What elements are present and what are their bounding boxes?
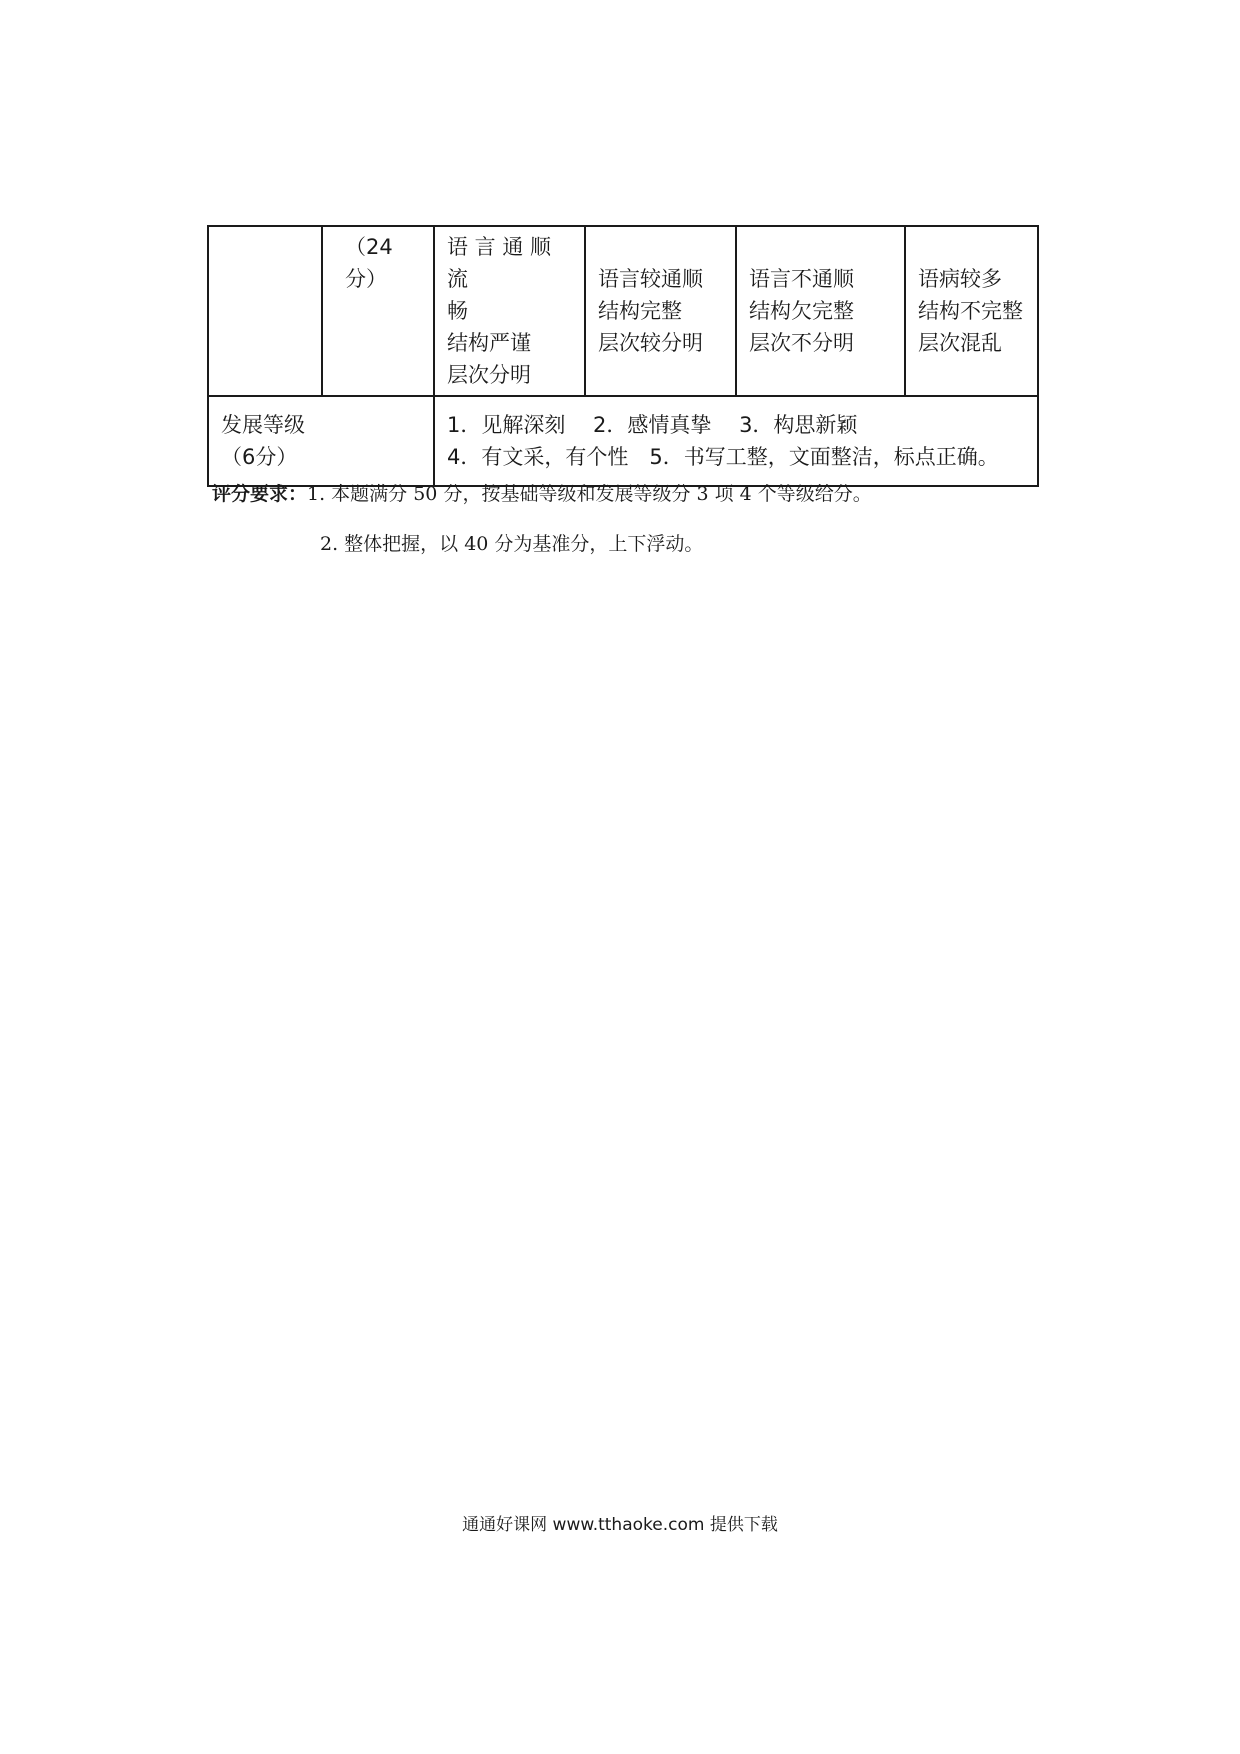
table-cell-grade-4 (905, 226, 1038, 396)
development-grade-criteria (434, 396, 1038, 486)
cell-line: 结构完整 (598, 299, 682, 323)
development-grade-label (208, 396, 434, 486)
cell-line: 层次不分明 (749, 331, 854, 355)
cell-line: 层次较分明 (598, 331, 703, 355)
requirements-label: 评分要求： (212, 483, 308, 505)
requirement-item-2: 2. 整体把握，以 40 分为基准分，上下浮动。 (320, 533, 704, 555)
cell-line: 层次混乱 (918, 331, 1002, 355)
cell-line: 结构欠完整 (749, 299, 854, 323)
cell-line: 语言较通顺 (598, 267, 703, 291)
requirement-item-1: 1. 本题满分 50 分，按基础等级和发展等级分 3 项 4 个等级给分。 (307, 483, 872, 505)
table-row (208, 226, 1038, 396)
cell-line: 畅 (447, 299, 468, 323)
footer-download-note: 通通好课网 www.tthaoke.com 提供下载 (462, 1515, 778, 1535)
table-cell-empty (208, 226, 322, 396)
cell-line: （6分） (221, 445, 298, 469)
cell-line: 结构严谨 (447, 331, 531, 355)
grading-rubric-table (207, 225, 1039, 487)
criteria-line: 4．有文采，有个性 5．书写工整，文面整洁，标点正确。 (447, 445, 999, 469)
cell-line: 语病较多 (918, 267, 1002, 291)
cell-line: 层次分明 (447, 363, 531, 387)
scoring-requirements (212, 480, 872, 508)
cell-line: 语言不通顺 (749, 267, 854, 291)
table-cell-grade-2 (585, 226, 736, 396)
table-cell-grade-1 (434, 226, 585, 396)
cell-line: 语 言 通 顺 流 (447, 235, 552, 291)
cell-line: 结构不完整 (918, 299, 1023, 323)
cell-line: 发展等级 (221, 413, 305, 437)
criteria-line: 1．见解深刻 2．感情真挚 3．构思新颖 (447, 413, 858, 437)
table-cell-grade-3 (736, 226, 905, 396)
table-row (208, 396, 1038, 486)
table-cell-score: （24分） (322, 226, 434, 396)
